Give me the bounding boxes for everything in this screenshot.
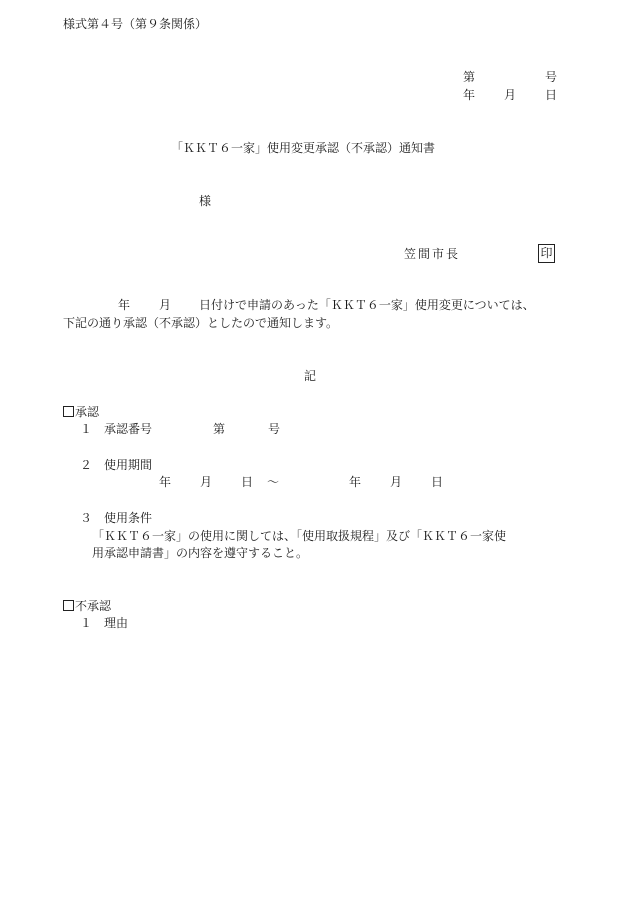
addressee-suffix: 様 bbox=[199, 194, 212, 208]
approval-item3-num: ３ bbox=[80, 511, 93, 525]
body-line1-text: 日付けで申請のあった「ＫＫＴ６一家」使用変更については、 bbox=[199, 298, 535, 312]
rejection-reason-label: 理由 bbox=[104, 616, 129, 630]
body-year: 年 bbox=[118, 298, 131, 312]
approval-item1-num: １ bbox=[80, 422, 93, 436]
usage-conditions-text-1: 「ＫＫＴ６一家」の使用に関しては、「使用取扱規程」及び「ＫＫＴ６一家使 bbox=[92, 529, 507, 543]
rejection-checkbox bbox=[63, 600, 74, 611]
period-tilde: ～ bbox=[267, 475, 280, 489]
approval-checkbox bbox=[63, 406, 74, 417]
approval-number-label: 承認番号 bbox=[104, 422, 153, 436]
issuer-name: 笠間市長 bbox=[404, 247, 461, 261]
body-line2-text: 下記の通り承認（不承認）としたので通知します。 bbox=[63, 316, 339, 330]
issue-go: 号 bbox=[545, 70, 558, 84]
issue-day: 日 bbox=[545, 88, 558, 102]
seal-stamp: 印 bbox=[538, 244, 555, 263]
form-label: 様式第４号（第９条関係） bbox=[63, 17, 208, 31]
period-end-day: 日 bbox=[431, 475, 444, 489]
rejection-header-label: 不承認 bbox=[75, 599, 112, 613]
period-start-month: 月 bbox=[200, 475, 213, 489]
usage-conditions-text-2: 用承認申請書」の内容を遵守すること。 bbox=[92, 546, 309, 560]
rejection-header bbox=[63, 598, 111, 614]
approval-header-label: 承認 bbox=[75, 405, 100, 419]
usage-period-label: 使用期間 bbox=[104, 458, 153, 472]
usage-conditions-label: 使用条件 bbox=[104, 511, 153, 525]
ki-heading: 記 bbox=[304, 369, 317, 383]
period-start-year: 年 bbox=[159, 475, 172, 489]
issue-dai: 第 bbox=[463, 70, 476, 84]
issue-month: 月 bbox=[504, 88, 517, 102]
approval-header bbox=[63, 404, 99, 420]
document-title: 「ＫＫＴ６一家」使用変更承認（不承認）通知書 bbox=[171, 141, 436, 155]
approval-number-dai: 第 bbox=[213, 422, 226, 436]
approval-item2-num: ２ bbox=[80, 458, 93, 472]
period-end-month: 月 bbox=[390, 475, 403, 489]
period-start-day: 日 bbox=[241, 475, 254, 489]
rejection-item1-num: １ bbox=[80, 616, 93, 630]
period-end-year: 年 bbox=[349, 475, 362, 489]
approval-number-go: 号 bbox=[268, 422, 281, 436]
issue-year: 年 bbox=[463, 88, 476, 102]
body-month: 月 bbox=[159, 298, 172, 312]
